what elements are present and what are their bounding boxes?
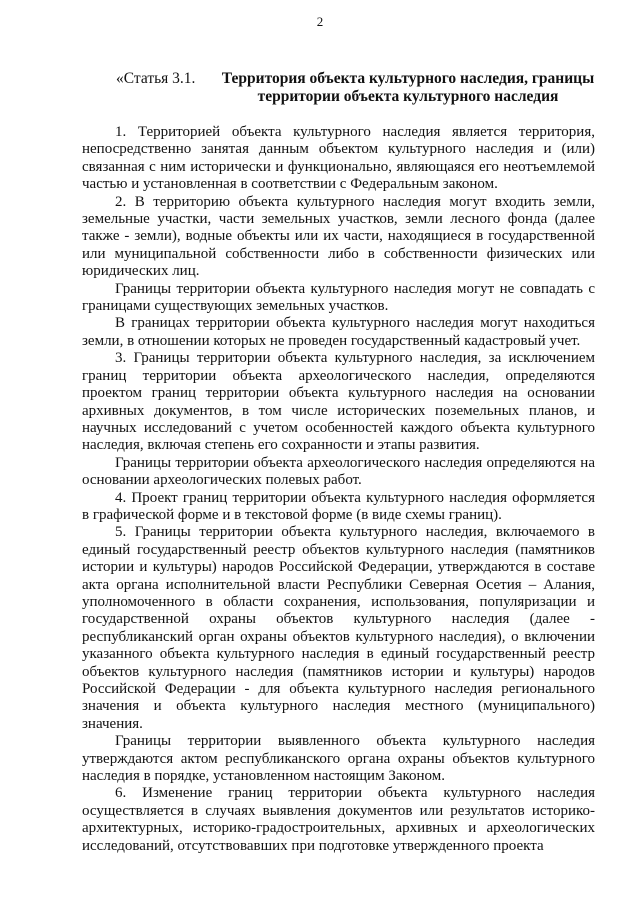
paragraph: 1. Территорией объекта культурного наследия является территория, непосредственно занятая данным объектом культурного наследия и (или) связанная с ним исторически и функционально, являющаяся его неотъемлемой частью и установленная в соответствии с Федеральным законом. xyxy=(82,124,595,193)
article-number: «Статья 3.1. xyxy=(116,70,196,87)
paragraph: Границы территории объекта археологического наследия определяются на основании археологических полевых работ. xyxy=(82,454,595,489)
page-number: 2 xyxy=(316,14,324,29)
paragraph: 2. В территорию объекта культурного наследия могут входить земли, земельные участки, части земельных участков, земли лесного фонда (далее также - земли), водные объекты или их части, находящиеся в государственной или муниципальной собственности либо в собственности физических или юридических лиц. xyxy=(82,193,595,280)
paragraph: Границы территории объекта культурного наследия могут не совпадать с границами существующих земельных участков. xyxy=(82,280,595,315)
article-title: Территория объекта культурного наследия, границы территории объекта культурного наследия xyxy=(221,70,595,105)
paragraph: В границах территории объекта культурного наследия могут находиться земли, в отношении которых не проведен государственный кадастровый учет. xyxy=(82,315,595,349)
article-body xyxy=(82,124,595,855)
paragraph: 6. Изменение границ территории объекта культурного наследия осуществляется в случаях выявления документов или результатов историко-архитектурных, историко-градостроительных, архивных и археологических исследований, отсутствовавших при подготовке утвержденного проекта xyxy=(82,785,595,854)
paragraph: 5. Границы территории объекта культурного наследия, включаемого в единый государственный реестр объектов культурного наследия (памятников истории и культуры) народов Российской Федерации, утверждаются в составе акта органа исполнительной власти Республики Северная Осетия – Алания, уполномоченного в области сохранения, использования, популяризации и государственной охраны объектов культурного наследия (далее - республиканский орган охраны объектов культурного наследия), о включении указанного объекта культурного наследия в единый государственный реестр объектов культурного наследия (памятников истории и культуры) народов Российской Федерации - для объекта культурного наследия регионального значения и объекта культурного наследия местного (муниципального) значения. xyxy=(82,524,595,732)
paragraph: 4. Проект границ территории объекта культурного наследия оформляется в графической форме и в текстовой форме (в виде схемы границ). xyxy=(82,489,595,523)
paragraph: Границы территории выявленного объекта культурного наследия утверждаются актом республиканского органа охраны объектов культурного наследия в порядке, установленном настоящим Законом. xyxy=(82,733,595,785)
paragraph: 3. Границы территории объекта культурного наследия, за исключением границ территории объекта археологического наследия, определяются проектом границ территории объекта культурного наследия на основании архивных документов, в том числе исторических поземельных планов, и научных исследований с учетом особенностей каждого объекта культурного наследия, включая степень его сохранности и этапы развития. xyxy=(82,350,595,454)
